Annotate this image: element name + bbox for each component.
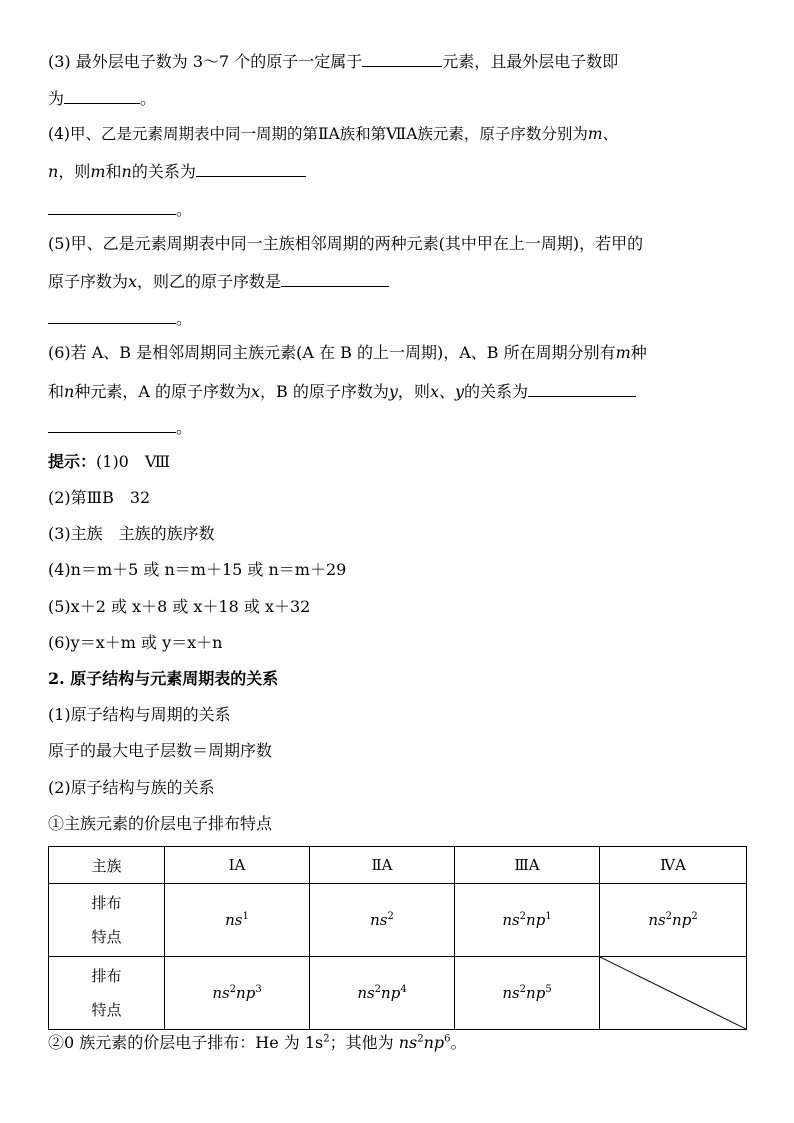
q4-var-m: m <box>587 125 603 143</box>
cell-1-4-a-sup: 2 <box>665 911 673 922</box>
cell-2-1-a: ns <box>212 984 230 1002</box>
q6-line-1 <box>48 343 647 363</box>
row-2-label-b: 特点 <box>91 1001 122 1019</box>
section-2-heading: 2. 原子结构与元素周期表的关系 <box>48 669 279 688</box>
cell-1-3-a-sup: 2 <box>519 911 527 922</box>
q4-line-2 <box>48 160 306 182</box>
cell-2-2-b-sup: 4 <box>400 984 407 995</box>
q5-line-2 <box>48 270 389 292</box>
cell-2-1-b-sup: 3 <box>255 984 262 995</box>
row-1-label-b: 特点 <box>91 928 122 946</box>
q5-end: 。 <box>176 309 193 328</box>
q6-text-e: ，B 的原子序数为 <box>260 382 389 401</box>
q4-text-b: ，则 <box>58 162 91 181</box>
q3-end: 。 <box>140 89 157 108</box>
cell-2-3-a-sup: 2 <box>519 984 527 995</box>
cell-2-2-a-sup: 2 <box>374 984 382 995</box>
q6-var-y2: y <box>454 382 465 401</box>
hint-line-2 <box>48 488 150 508</box>
q3-text-b: 元素，且最外层电子数即 <box>442 52 619 71</box>
hint-3: (3)主族 主族的族序数 <box>48 524 215 543</box>
hint-line-1 <box>48 452 170 472</box>
cell-2-1 <box>165 957 310 1030</box>
q4-var-n: n <box>48 162 59 181</box>
q6-end: 。 <box>176 418 193 437</box>
q6-blank-1[interactable] <box>528 380 636 397</box>
row-1-label-a: 排布 <box>91 894 122 912</box>
hint-5: (5)x＋2 或 x＋8 或 x＋18 或 x＋32 <box>48 597 311 616</box>
q5-line-3 <box>48 307 192 329</box>
cell-1-4 <box>600 884 747 957</box>
cell-2-1-a-sup: 2 <box>229 984 237 995</box>
q3-text-a: (3) 最外层电子数为 3～7 个的原子一定属于 <box>48 52 363 71</box>
footer-ns: ns <box>398 1033 418 1052</box>
q5-text-c: ，则乙的原子序数是 <box>137 272 282 291</box>
section-2-title <box>48 669 278 689</box>
header-group-2: ⅡA <box>310 847 455 884</box>
row-2-label-a: 排布 <box>91 967 122 985</box>
cell-1-2-base: ns <box>370 911 388 929</box>
footer-text-a: ②0 族元素的价层电子排布：He 为 1s <box>48 1033 324 1052</box>
q4-line-3 <box>48 198 192 220</box>
q6-var-x: x <box>250 382 261 401</box>
hint-line-5 <box>48 597 310 617</box>
q6-text-g: 的关系为 <box>464 382 529 401</box>
q6-text-f: ，则 <box>397 382 430 401</box>
table-row-2 <box>49 957 747 1030</box>
q4-blank-2[interactable] <box>48 198 176 215</box>
cell-2-3 <box>455 957 600 1030</box>
cell-1-3-a: ns <box>502 911 520 929</box>
q6-blank-2[interactable] <box>48 416 176 433</box>
cell-1-1-sup: 1 <box>242 911 249 922</box>
header-group-4: ⅣA <box>600 847 747 884</box>
cell-1-4-b-sup: 2 <box>691 911 698 922</box>
q6-sep: 、 <box>438 382 455 401</box>
diagonal-slash <box>600 957 746 1029</box>
cell-2-1-b: np <box>236 984 256 1002</box>
q4-var-n2: n <box>121 162 132 181</box>
cell-1-4-a: ns <box>648 911 666 929</box>
q3-line-2 <box>48 87 156 109</box>
footer-sup-a: 2 <box>323 1033 330 1045</box>
row-1-label <box>49 884 165 957</box>
header-group-3: ⅢA <box>455 847 600 884</box>
cell-1-1 <box>165 884 310 957</box>
table-row-1 <box>49 884 747 957</box>
q4-comma: 、 <box>602 125 619 143</box>
q3-line-1 <box>48 50 618 72</box>
section-2-sub2 <box>48 778 215 798</box>
cell-2-3-a: ns <box>502 984 520 1002</box>
cell-2-2 <box>310 957 455 1030</box>
q6-text-a: (6)若 A、B 是相邻周期同主族元素(A 在 B 的上一周期)，A、B 所在周期分别有 <box>48 343 616 362</box>
q6-text-c: 和 <box>48 382 65 401</box>
cell-1-2-sup: 2 <box>387 911 394 922</box>
cell-1-1-base: ns <box>225 911 243 929</box>
q4-var-m2: m <box>90 162 106 181</box>
q6-var-x2: x <box>429 382 439 401</box>
q4-and: 和 <box>105 162 122 181</box>
header-main-group: 主族 <box>49 847 165 884</box>
q6-var-m: m <box>615 343 631 362</box>
footer-end: 。 <box>450 1033 467 1052</box>
q6-line-3 <box>48 416 192 438</box>
cell-1-3-b: np <box>526 911 546 929</box>
sub1-text: (1)原子结构与周期的关系 <box>48 705 231 724</box>
q6-text-b: 种 <box>630 343 647 362</box>
hint-label: 提示： <box>48 452 97 471</box>
cell-2-2-a: ns <box>357 984 375 1002</box>
sub2-text: (2)原子结构与族的关系 <box>48 778 215 797</box>
hint-line-6 <box>48 633 222 653</box>
cell-2-3-b: np <box>526 984 546 1002</box>
section-2-rule1 <box>48 741 272 761</box>
q3-blank-2[interactable] <box>64 87 140 104</box>
q4-blank-1[interactable] <box>196 160 306 177</box>
q6-text-d: 种元素，A 的原子序数为 <box>74 382 251 401</box>
footer-np-sup: 6 <box>444 1033 451 1045</box>
q5-text-a: (5)甲、乙是元素周期表中同一主族相邻周期的两种元素(其中甲在上一周期)，若甲的 <box>48 234 644 253</box>
item1-text: ①主族元素的价层电子排布特点 <box>48 814 273 833</box>
rule1-text: 原子的最大电子层数＝周期序数 <box>48 741 273 760</box>
cell-1-4-b: np <box>672 911 692 929</box>
q4-line-1 <box>48 124 618 144</box>
q6-var-n: n <box>64 382 75 401</box>
q4-end: 。 <box>176 200 193 219</box>
q3-text-c: 为 <box>48 89 65 108</box>
section-2-sub1 <box>48 705 231 725</box>
footer-text-b: ；其他为 <box>329 1033 399 1052</box>
hint-2: (2)第ⅢB 32 <box>48 488 151 507</box>
q3-blank-1[interactable] <box>362 50 442 67</box>
q5-blank-2[interactable] <box>48 307 176 324</box>
row-2-label <box>49 957 165 1030</box>
hint-line-4 <box>48 560 346 580</box>
hint-6: (6)y＝x＋m 或 y＝x＋n <box>48 633 223 652</box>
footer-np: np <box>423 1033 445 1052</box>
section-2-item1 <box>48 814 272 834</box>
footer-line <box>48 1033 467 1053</box>
cell-1-3-b-sup: 1 <box>545 911 552 922</box>
hint-1: (1)0 Ⅷ <box>96 452 171 471</box>
q6-line-2 <box>48 380 636 402</box>
cell-2-3-b-sup: 5 <box>545 984 552 995</box>
header-group-1: ⅠA <box>165 847 310 884</box>
footer-ns-sup: 2 <box>417 1033 424 1045</box>
hint-4: (4)n＝m＋5 或 n＝m＋15 或 n＝m＋29 <box>48 560 347 579</box>
q4-text-a: (4)甲、乙是元素周期表中同一周期的第ⅡA族和第ⅦA族元素，原子序数分别为 <box>48 125 588 143</box>
q5-line-1 <box>48 234 643 254</box>
valence-electron-table <box>48 846 747 1030</box>
cell-1-2 <box>310 884 455 957</box>
cell-2-4-empty <box>600 957 747 1030</box>
q5-blank-1[interactable] <box>281 270 389 287</box>
cell-1-3 <box>455 884 600 957</box>
q5-text-b: 原子序数为 <box>48 272 129 291</box>
table-header-row <box>49 847 747 884</box>
q6-var-y: y <box>388 382 398 401</box>
cell-2-2-b: np <box>381 984 401 1002</box>
q4-text-c: 的关系为 <box>131 162 196 181</box>
q5-var-x: x <box>128 272 138 291</box>
hint-line-3 <box>48 524 215 544</box>
